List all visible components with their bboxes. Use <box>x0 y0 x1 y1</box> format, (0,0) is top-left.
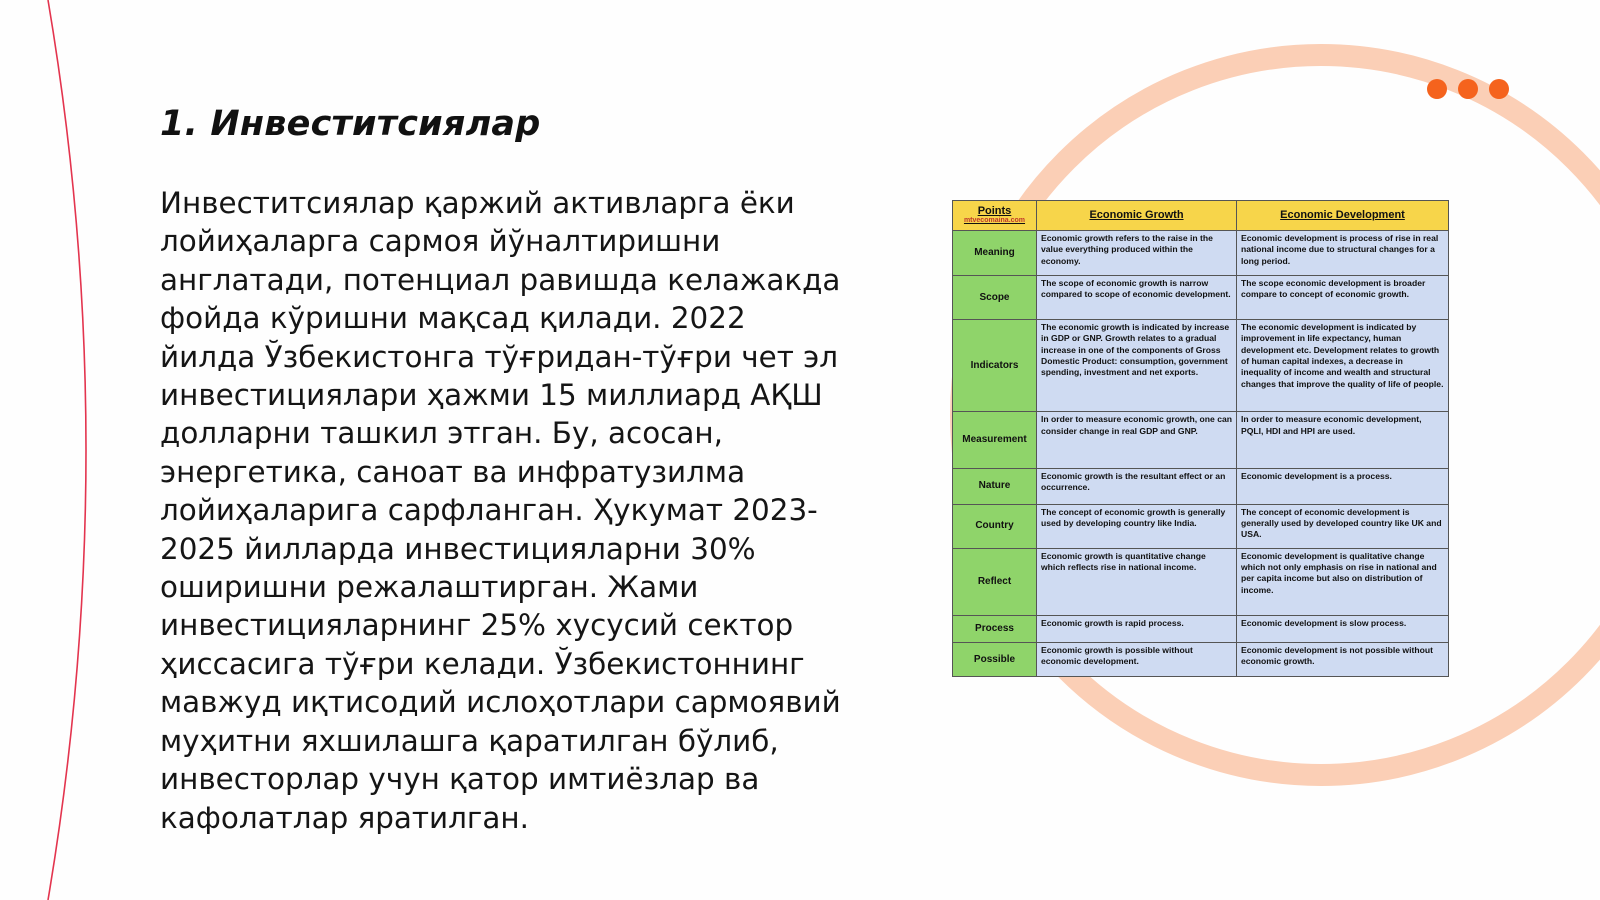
development-cell: The concept of economic development is generally used by developed country like UK and USA. <box>1237 504 1449 548</box>
development-cell: The scope economic development is broader compare to concept of economic growth. <box>1237 276 1449 320</box>
growth-cell: Economic growth is the resultant effect or an occurrence. <box>1037 468 1237 504</box>
development-cell: Economic development is slow process. <box>1237 615 1449 642</box>
row-label: Nature <box>953 468 1037 504</box>
source-watermark: mtvecomaina.com <box>963 217 1026 225</box>
three-dots-icon <box>1427 79 1509 99</box>
left-curve-line <box>48 0 86 900</box>
slide-body-text: Инвеститсиялар қаржий активларга ёки лойиҳаларга сармоя йўналтиришни англатади, потенциал равишда келажакда фойда кўришни мақсад қилади. 2022 йилда Ўзбекистонга тўғридан-тўғри чет эл инвестициялари ҳажми 15 миллиард АҚШ долларни ташкил этган. Бу, асосан, энергетика, саноат ва инфратузилма лойиҳаларига сарфланган. Ҳукумат 2023-2025 йилларда инвестицияларни 30% оширишни режалаштирган. Жами инвестицияларнинг 25% хусусий сектор ҳиссасига тўғри келади. Ўзбекистоннинг мавжуд иқтисодий ислоҳотлари сармоявий муҳитни яхшилашга қаратилган бўлиб, инвесторлар учун қатор имтиёзлар ва кафолатлар яратилган. <box>160 186 841 835</box>
development-cell: Economic development is not possible without economic growth. <box>1237 642 1449 676</box>
table-row <box>953 468 1449 504</box>
growth-cell: Economic growth is rapid process. <box>1037 615 1237 642</box>
row-label: Measurement <box>953 412 1037 468</box>
dot-icon <box>1489 79 1509 99</box>
header-points: Points mtvecomaina.com <box>953 201 1037 231</box>
table-row <box>953 412 1449 468</box>
table-row <box>953 504 1449 548</box>
development-cell: In order to measure economic development, PQLI, HDI and HPI are used. <box>1237 412 1449 468</box>
table-row <box>953 615 1449 642</box>
growth-cell: Economic growth is quantitative change which reflects rise in national income. <box>1037 548 1237 615</box>
development-cell: The economic development is indicated by improvement in life expectancy, human development etc. Development relates to growth of human capital indexes, a decrease in inequality of income and wealth and structural changes that improve the quality of life of people. <box>1237 320 1449 412</box>
table-row <box>953 231 1449 276</box>
slide-title: 1. Инвеститсиялар <box>160 104 541 144</box>
row-label: Meaning <box>953 231 1037 276</box>
table-row <box>953 548 1449 615</box>
row-label: Process <box>953 615 1037 642</box>
row-label: Country <box>953 504 1037 548</box>
growth-cell: The economic growth is indicated by increase in GDP or GNP. Growth relates to a gradual increase in one of the components of Gross Domestic Product: consumption, government spending, investment and net exports. <box>1037 320 1237 412</box>
growth-cell: Economic growth is possible without economic development. <box>1037 642 1237 676</box>
growth-cell: The scope of economic growth is narrow compared to scope of economic development. <box>1037 276 1237 320</box>
row-label: Scope <box>953 276 1037 320</box>
row-label: Reflect <box>953 548 1037 615</box>
growth-cell: In order to measure economic growth, one can consider change in real GDP and GNP. <box>1037 412 1237 468</box>
comparison-table-image <box>952 200 1448 677</box>
development-cell: Economic development is process of rise in real national income due to structural changes for a long period. <box>1237 231 1449 276</box>
table-header-row <box>953 201 1449 231</box>
dot-icon <box>1458 79 1478 99</box>
row-label: Possible <box>953 642 1037 676</box>
header-economic-development: Economic Development <box>1237 201 1449 231</box>
table-row <box>953 642 1449 676</box>
development-cell: Economic development is a process. <box>1237 468 1449 504</box>
table-row <box>953 320 1449 412</box>
development-cell: Economic development is qualitative change which not only emphasis on rise in national and per capita income but also on distribution of income. <box>1237 548 1449 615</box>
growth-cell: The concept of economic growth is generally used by developing country like India. <box>1037 504 1237 548</box>
dot-icon <box>1427 79 1447 99</box>
comparison-table <box>952 200 1449 677</box>
table-row <box>953 276 1449 320</box>
header-economic-growth: Economic Growth <box>1037 201 1237 231</box>
growth-cell: Economic growth refers to the raise in the value everything produced within the economy. <box>1037 231 1237 276</box>
row-label: Indicators <box>953 320 1037 412</box>
